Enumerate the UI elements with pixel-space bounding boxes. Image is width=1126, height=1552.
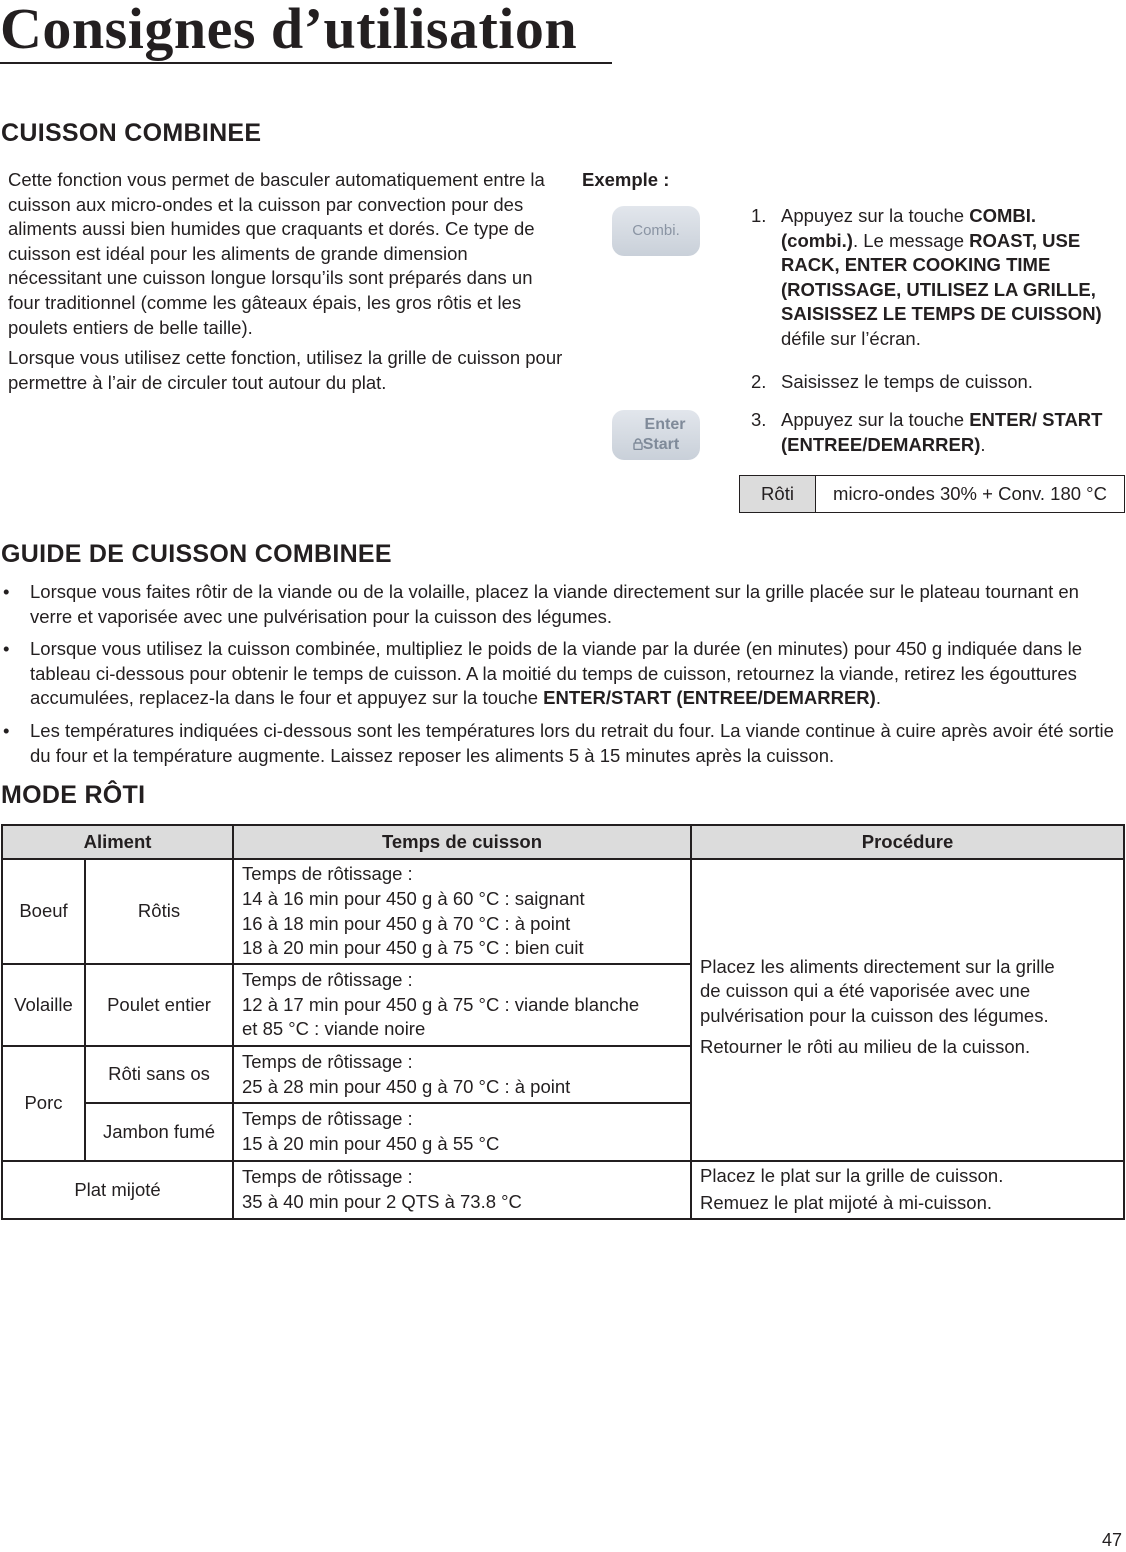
table-row	[2, 1161, 1124, 1219]
guide-bullet-1-text: Lorsque vous faites rôtir de la viande ou de la volaille, placez la viande directement sur la grille placée sur le plateau tournant en verre et vaporisée avec une pulvérisation pour la cuisson des légumes.	[30, 581, 1079, 627]
enter-start-button[interactable]	[612, 410, 700, 460]
bullet-marker: •	[3, 581, 10, 602]
cell-item: Rôtis	[85, 859, 233, 964]
lock-icon	[633, 438, 643, 450]
example-label: Exemple :	[582, 169, 670, 190]
start-button-row	[612, 435, 700, 455]
combi-description	[8, 168, 563, 395]
combi-button-label: Combi.	[632, 222, 680, 239]
start-button-label: Start	[642, 436, 680, 453]
cell-time	[233, 964, 691, 1046]
header-temps: Temps de cuisson	[233, 825, 691, 859]
example-table	[739, 475, 1125, 513]
time-line: 14 à 16 min pour 450 g à 60 °C : saignant	[242, 887, 585, 909]
example-setting: micro-ondes 30% + Conv. 180 °C	[816, 476, 1125, 513]
time-line: Temps de rôtissage :	[242, 1108, 413, 1130]
guide-heading: GUIDE DE CUISSON COMBINEE	[1, 540, 392, 568]
page-title: Consignes d’utilisation	[0, 0, 578, 61]
bullet-marker: •	[3, 719, 10, 741]
procedure-line: Retourner le rôti au milieu de la cuisson.	[700, 1035, 1031, 1057]
step-3-key: ENTER/ START (ENTREE/DEMARRER)	[781, 409, 1103, 455]
cell-item: Plat mijoté	[2, 1161, 233, 1219]
time-line: Temps de rôtissage :	[242, 969, 413, 991]
step-2-number: 2.	[751, 371, 767, 392]
time-line: Temps de rôtissage :	[242, 863, 413, 885]
cell-time	[233, 859, 691, 964]
guide-bullet-3	[0, 719, 1122, 768]
table-header-row	[2, 825, 1124, 859]
step-2-text: Saisissez le temps de cuisson.	[781, 371, 1033, 392]
cell-procedure-plat	[691, 1161, 1124, 1219]
guide-bullet-2-text: Lorsque vous utilisez la cuisson combinée, multipliez le poids de la viande par la durée (en minutes) pour 450 g indiquée dans le tableau ci-dessous pour obtenir le temps de cuisson. A la moitié du temps de cuisson, retournez la viande, retirez les égouttures accumulées, replacez-la dans le four et appuyez sur la touche	[30, 638, 1083, 709]
guide-bullet-2-key: ENTER/START (ENTREE/DEMARRER)	[543, 687, 876, 709]
time-line: 12 à 17 min pour 450 g à 75 °C : viande blanche	[242, 993, 640, 1015]
example-food: Rôti	[740, 476, 816, 513]
cell-time	[233, 1161, 691, 1219]
time-line: Temps de rôtissage :	[242, 1166, 413, 1188]
cell-time	[233, 1103, 691, 1161]
step-1	[751, 204, 1111, 352]
step-3-text-a: Appuyez sur la touche	[781, 409, 970, 430]
title-underline	[0, 62, 612, 64]
combi-paragraph-1: Cette fonction vous permet de basculer automatiquement entre la cuisson aux micro-ondes et la cuisson par convection pour des aliments aussi bien humides que craquants et dorés. Ce type de cuisson est idéal pour les aliments de grande dimension nécessitant une cuisson longue lorsqu’ils sont préparés dans un four traditionnel (comme les gâteaux épais, les gros rôtis et les poulets entiers de belle taille).	[8, 169, 545, 338]
enter-button-label: Enter	[644, 416, 686, 433]
combi-button[interactable]	[612, 206, 700, 256]
step-3	[751, 408, 1111, 457]
cell-category: Volaille	[2, 964, 85, 1046]
guide-bullet-2	[0, 637, 1122, 711]
roast-table	[1, 824, 1125, 1220]
time-line: Temps de rôtissage :	[242, 1050, 413, 1072]
step-1-key: COMBI. (combi.)	[781, 205, 1037, 251]
page-number: 47	[1101, 1530, 1122, 1550]
header-procedure: Procédure	[691, 825, 1124, 859]
cell-category: Porc	[2, 1046, 85, 1161]
step-1-text-a: Appuyez sur la touche	[781, 205, 970, 226]
time-line: et 85 °C : viande noire	[242, 1018, 426, 1040]
time-line: 16 à 18 min pour 450 g à 70 °C : à point	[242, 912, 571, 934]
procedure-line: Remuez le plat mijoté à mi-cuisson.	[700, 1192, 992, 1213]
cell-item: Rôti sans os	[85, 1046, 233, 1103]
cell-procedure-meat	[691, 859, 1124, 1161]
mode-heading: MODE RÔTI	[1, 781, 146, 809]
guide-bullet-2-end: .	[875, 687, 881, 709]
procedure-line: Placez les aliments directement sur la grille de cuisson qui a été vaporisée avec une pulvérisation pour la cuisson des légumes.	[700, 955, 1055, 1026]
step-1-number: 1.	[751, 205, 767, 226]
combi-heading: CUISSON COMBINEE	[1, 119, 262, 147]
step-3-text-b: .	[980, 433, 986, 455]
time-line: 35 à 40 min pour 2 QTS à 73.8 °C	[242, 1191, 522, 1212]
step-1-message: ROAST, USE RACK, ENTER COOKING TIME (ROTISSAGE, UTILISEZ LA GRILLE, SAISISSEZ LE TEMPS DE CUISSON)	[781, 229, 1102, 325]
guide-bullet-1	[0, 580, 1122, 629]
cell-time	[233, 1046, 691, 1103]
combi-paragraph-2: Lorsque vous utilisez cette fonction, utilisez la grille de cuisson pour permettre à l’air de circuler tout autour du plat.	[8, 347, 563, 393]
step-1-text-b: . Le message	[852, 229, 970, 251]
step-3-number: 3.	[751, 409, 767, 430]
step-1-text-c: défile sur l’écran.	[781, 327, 921, 349]
cell-category: Boeuf	[2, 859, 85, 964]
bullet-marker: •	[3, 638, 10, 660]
guide-bullet-3-text: Les températures indiquées ci-dessous sont les températures lors du retrait du four. La viande continue à cuire après avoir été sortie du four et la température augmente. Laissez reposer les aliments 5 à 15 minutes après la cuisson.	[30, 719, 1114, 766]
cell-item: Jambon fumé	[85, 1103, 233, 1161]
time-line: 25 à 28 min pour 450 g à 70 °C : à point	[242, 1075, 571, 1097]
time-line: 18 à 20 min pour 450 g à 75 °C : bien cuit	[242, 937, 584, 959]
cell-item: Poulet entier	[85, 964, 233, 1046]
procedure-line: Placez le plat sur la grille de cuisson.	[700, 1165, 1004, 1187]
time-line: 15 à 20 min pour 450 g à 55 °C	[242, 1133, 500, 1154]
header-aliment: Aliment	[2, 825, 233, 859]
guide-bullet-list	[0, 580, 1122, 776]
table-row	[2, 859, 1124, 964]
step-2	[751, 370, 1111, 395]
